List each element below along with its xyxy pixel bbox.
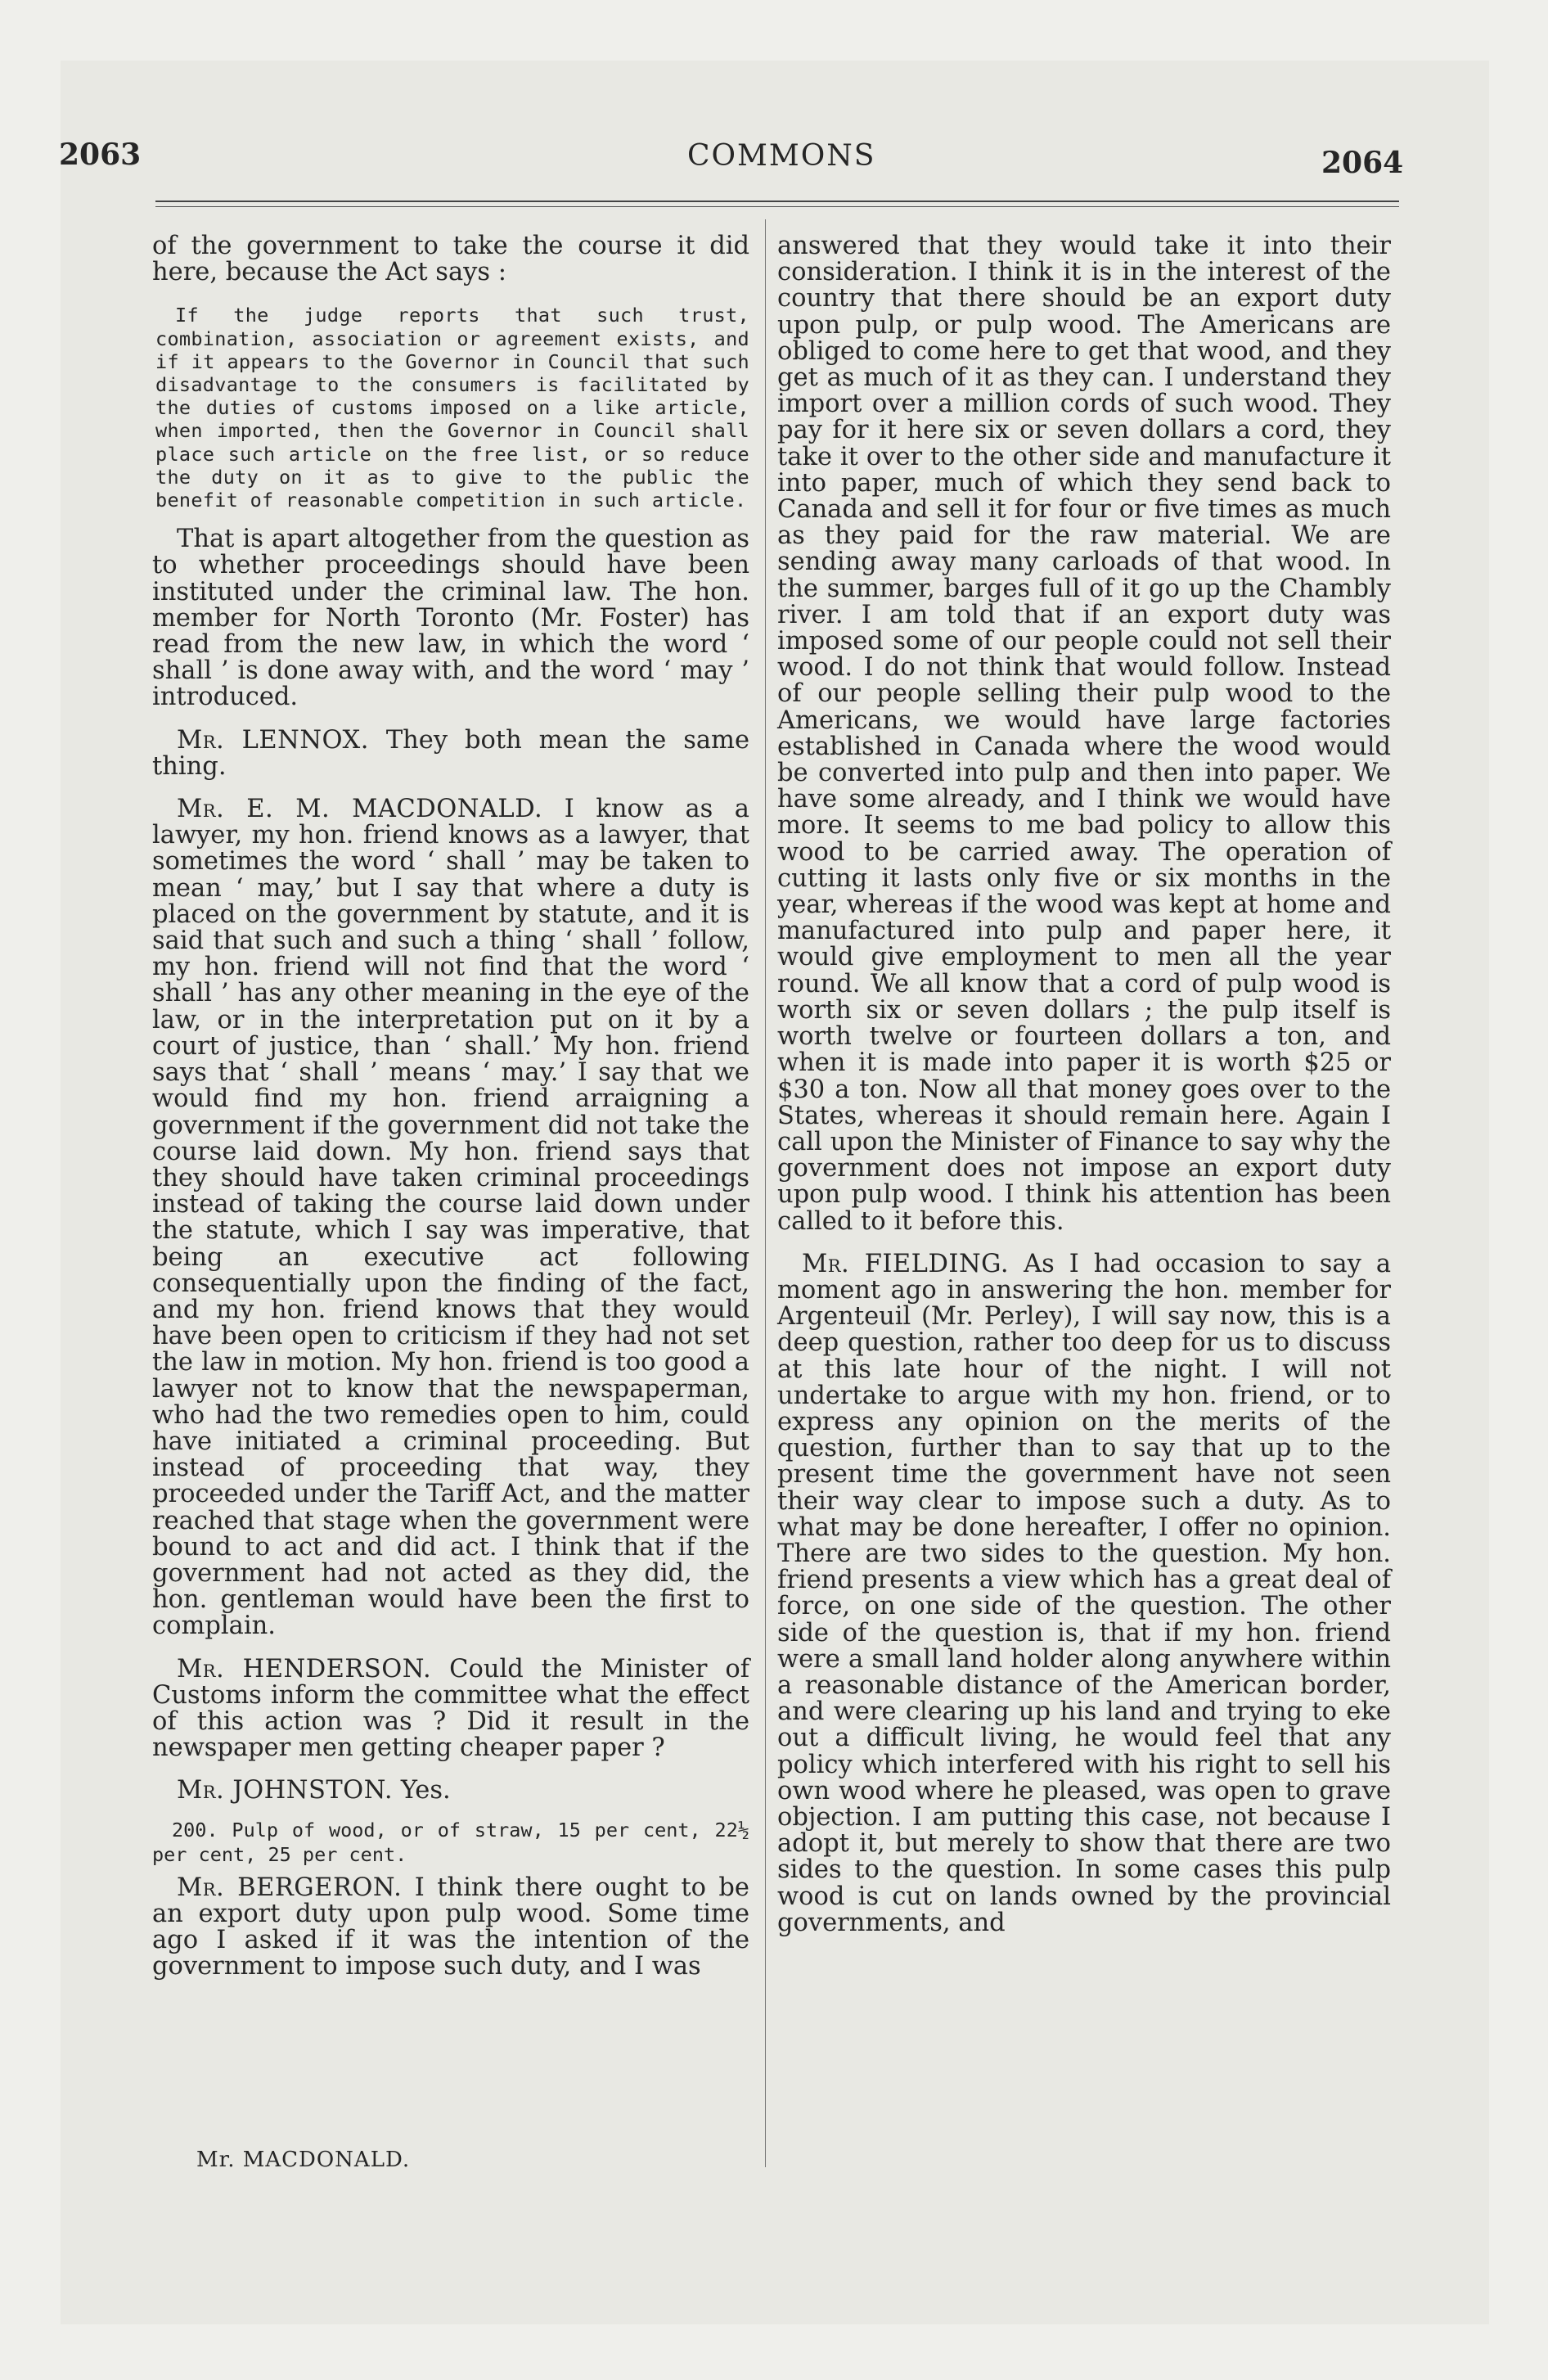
- speaker-name: Mr. LENNOX.: [177, 725, 369, 755]
- paragraph: That is apart altogether from the question as to whether proceedings should have been instituted under the criminal law. The hon. member for North Toronto (Mr. Foster) has read from the new law, in which the word ‘ shall ’ is done away with, and the word ‘ may ’ introduced.: [152, 525, 749, 712]
- speech-text: I know as a lawyer, my hon. friend knows as a lawyer, that sometimes the word ‘ shall ’ may be taken to mean ‘ may,’ but I say that where a duty is placed on the government by statute, and it is said that such and such a thing ‘ shall ’ follow, my hon. friend will not find that the word ‘ shall ’ has any other meaning in the eye of the law, or in the interpretation put on it by a court of justice, than ‘ shall.’ My hon. friend says that ‘ shall ’ means ‘ may.’ I say that we would find my hon. friend arraigning a government if the government did not take the course laid down. My hon. friend says that they should have taken criminal proceedings instead of taking the course laid down under the statute, which I say was imperative, that being an executive act following consequentially upon the finding of the fact, and my hon. friend knows that they would have been open to criticism if they had not set the law in motion. My hon. friend is too good a lawyer not to know that the newspaperman, who had the two remedies open to him, could have initiated a criminal proceeding. But instead of proceeding that way, they proceeded under the Tariff Act, and the matter reached that stage when the government were bound to act and did act. I think that if the government had not acted as they did, the hon. gentleman would have been the first to complain.: [152, 795, 749, 1641]
- header-rule: [155, 201, 1399, 202]
- speech: [777, 1251, 1391, 1936]
- speaker-name: Mr. FIELDING.: [802, 1249, 1010, 1278]
- speech: [152, 1875, 749, 1981]
- speaker-name: Mr. JOHNSTON.: [177, 1776, 394, 1805]
- paragraph: of the government to take the course it did here, because the Act says :: [152, 232, 749, 287]
- left-column: [152, 233, 749, 1985]
- speech: [152, 1654, 750, 1763]
- header-rule-thin: [155, 206, 1399, 207]
- speech-text: Yes.: [400, 1776, 451, 1805]
- page-number-right: 2064: [1321, 146, 1404, 180]
- speaker-name: Mr. E. M. MACDONALD.: [177, 795, 543, 824]
- speech: [152, 1778, 749, 1804]
- tariff-item: 200. Pulp of wood, or of straw, 15 per cent, 22½ per cent, 25 per cent.: [152, 1818, 749, 1866]
- speaker-name: Mr. HENDERSON.: [177, 1654, 432, 1684]
- speaker-name: Mr. BERGERON.: [177, 1873, 403, 1902]
- speech: [152, 725, 750, 781]
- speech-text: They both mean the same thing.: [152, 725, 750, 781]
- catchword-footer: Mr. MACDONALD.: [196, 2148, 411, 2172]
- speech-text: I think there ought to be an export duty upon pulp wood. Some time ago I asked if it was the intention of the government to impose such duty, and I was: [152, 1873, 749, 1981]
- paragraph: answered that they would take it into their consideration. I think it is in the interest of the country that there should be an export duty upon pulp, or pulp wood. The Americans are obliged to come here to get that wood, and they get as much of it as they can. I understand they import over a million cords of such wood. They pay for it here six or seven dollars a cord, they take it over to the other side and manufacture it into paper, much of which they send back to Canada and sell it for four or five times as much as they paid for the raw material. We are sending away many carloads of that wood. In the summer, barges full of it go up the Chambly river. I am told that if an export duty was imposed some of our people could not sell their wood. I do not think that would follow. Instead of our people selling their pulp wood to the Americans, we would have large factories established in Canada where the wood would be converted into pulp and then into paper. We have some already, and I think we would have more. It seems to me bad policy to allow this wood to be carried away. The operation of cutting it lasts only five or six months in the year, whereas if the wood was kept at home and manufactured into pulp and paper here, it would give employment to men all the year round. We all know that a cord of pulp wood is worth six or seven dollars ; the pulp itself is worth twelve or fourteen dollars a ton, and when it is made into paper it is worth $25 or $30 a ton. Now all that money goes over to the States, whereas it should remain here. Again I call upon the Minister of Finance to say why the government does not impose an export duty upon pulp wood. I think his attention has been called to it before this.: [777, 232, 1391, 1236]
- column-divider: [765, 219, 766, 2167]
- quoted-statute: If the judge reports that such trust, combination, association or agreement exists, and if it appears to the Governor in Council that such disadvantage to the consumers is facilitated by the duties of customs imposed on a like article, when imported, then the Governor in Council shall place such article on the free list, or so reduce the duty on it as to give to the public the benefit of reasonable competition in such article.: [155, 304, 749, 512]
- right-column: [777, 233, 1391, 1941]
- speech-text: Could the Minister of Customs inform the committee what the effect of this action was ? Did it result in the newspaper men getting cheaper paper ?: [152, 1654, 750, 1763]
- running-head: COMMONS: [687, 139, 876, 173]
- page-number-left: 2063: [59, 137, 142, 172]
- speech-text: As I had occasion to say a moment ago in answering the hon. member for Argenteuil (Mr. Perley), I will say now, this is a deep question, rather too deep for us to discuss at this late hour of the night. I will not undertake to argue with my hon. friend, or to express any opinion on the merits of the question, further than to say that up to the present time the government have not seen their way clear to impose such a duty. As to what may be done hereafter, I offer no opinion. There are two sides to the question. My hon. friend presents a view which has a great deal of force, on one side of the question. The other side of the question is, that if my hon. friend were a small land holder along anywhere within a reasonable distance of the American border, and were clearing up his land and trying to eke out a difficult living, he would feel that any policy which interfered with his right to sell his own wood where he pleased, was open to grave objection. I am putting this case, not because I adopt it, but merely to show that there are two sides to the question. In some cases this pulp wood is cut on lands owned by the provincial governments, and: [777, 1249, 1391, 1937]
- speech: [152, 796, 749, 1640]
